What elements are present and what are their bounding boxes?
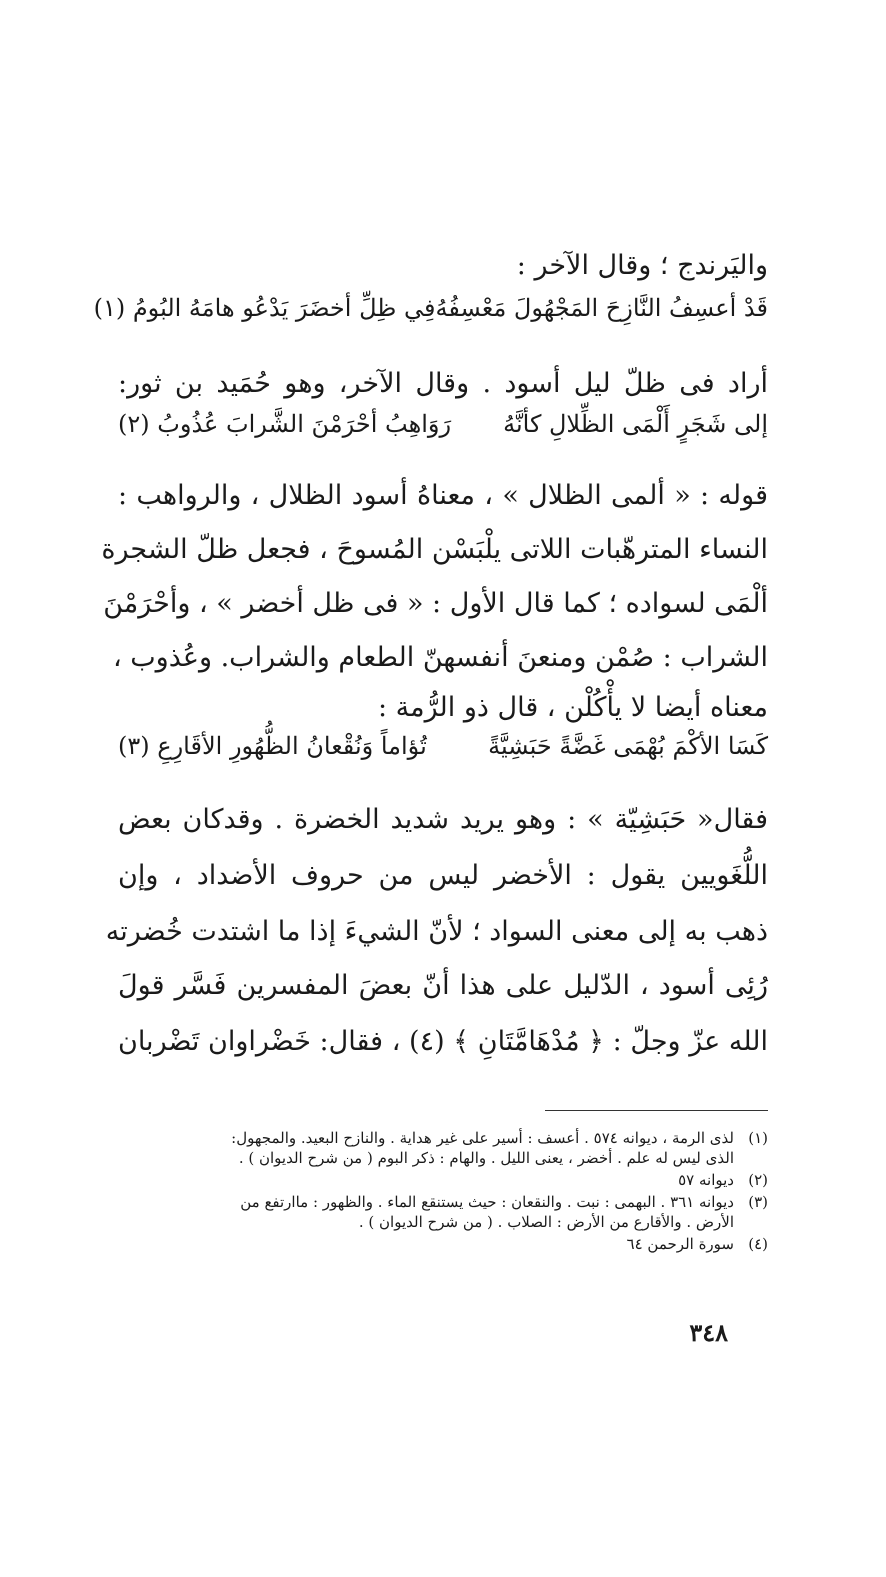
text-line: اللُّغَويين يقول : الأخضر ليس من حروف الأضداد ، وإن	[118, 860, 768, 891]
text-line: الله عزّ وجلّ : ﴿ مُدْهَامَّتَانِ ﴾ (٤) ، فقال: خَضْراوان تَضْربان	[118, 1026, 768, 1057]
text-line: معناه أيضا لا يأْكُلْن ، قال ذو الرُّمة :	[378, 692, 768, 723]
footnote	[108, 1128, 768, 1148]
text-line: أراد فى ظلّ ليل أسود . وقال الآخر، وهو حُمَيد بن ثور:	[118, 368, 768, 399]
footnote-number: (١)	[748, 1129, 768, 1147]
footnote	[108, 1234, 768, 1254]
footnote-number: (٤)	[748, 1235, 768, 1253]
verse-hemistich-first: كَسَا الأكْمَ بُهْمَى غَضَّةً حَبَشِيَّةً	[488, 732, 768, 760]
text-line: رُئِى أسود ، الدّليل على هذا أنّ بعضَ المفسرين فَسَّر قولَ	[118, 970, 768, 1001]
text-line: ألْمَى لسواده ؛ كما قال الأول : « فى ظل أخضر » ، وأحْرَمْنَ	[103, 588, 768, 619]
verse-hemistich-second: فِي ظِلِّ أخضَرَ يَدْعُو هامَهُ البُومُ (١)	[93, 294, 436, 322]
verse-hemistich-second: رَوَاهِبُ أحْرَمْنَ الشَّرابَ عُذُوبُ (٢)	[118, 410, 452, 438]
page-number: ٣٤٨	[689, 1318, 728, 1347]
footnote	[108, 1192, 768, 1212]
footnote-text: ديوانه ٣٦١ . البهمى : نبت . والنقعان : حيث يستنقع الماء . والظهور : ماارتفع من	[240, 1193, 734, 1211]
footnote-text: ديوانه ٥٧	[678, 1171, 734, 1189]
footnote-separator	[545, 1110, 768, 1111]
verse-hemistich-first: قَدْ أعسِفُ النَّازِحَ المَجْهُولَ مَعْسِفُهُ	[435, 294, 768, 322]
verse-line	[118, 406, 768, 442]
footnote-number: (٣)	[748, 1193, 768, 1211]
text-line: الشراب : صُمْن ومنعنَ أنفسهنّ الطعام والشراب. وعُذوب ،	[112, 642, 768, 673]
verse-hemistich-second: تُؤاماً وَنُقْعانُ الظُّهُورِ الأقَارِعِ (٣)	[118, 732, 427, 760]
footnote-text: لذى الرمة ، ديوانه ٥٧٤ . أعسف : أسير على غير هداية . والنازح البعيد. والمجهول:	[231, 1129, 734, 1147]
footnote-number: (٢)	[748, 1171, 768, 1189]
verse-line	[93, 290, 768, 326]
verse-line	[118, 728, 768, 764]
text-line: واليَرندج ؛ وقال الآخر :	[516, 250, 768, 281]
footnote-continuation: الأرض . والأقارع من الأرض : الصلاب . ( من شرح الديوان ) .	[358, 1213, 734, 1231]
text-line: ذهب به إلى معنى السواد ؛ لأنّ الشيءَ إذا ما اشتدت خُضرته	[105, 916, 768, 947]
footnote-continuation: الذى ليس له علم . أخضر ، يعنى الليل . والهام : ذكر البوم ( من شرح الديوان ) .	[238, 1149, 734, 1167]
text-line: قوله : « ألمى الظلال » ، معناهُ أسود الظلال ، والرواهب :	[118, 480, 768, 511]
text-line: فقال« حَبَشِيّة » : وهو يريد شديد الخضرة . وقدكان بعض	[118, 804, 768, 835]
footnote-text: سورة الرحمن ٦٤	[626, 1235, 734, 1253]
verse-hemistich-first: إلى شَجَرٍ أَلْمَى الظِّلالِ كأنَّهُ	[503, 410, 768, 438]
footnote	[108, 1170, 768, 1190]
text-line: النساء المترهّبات اللاتى يلْبَسْن المُسوحَ ، فجعل ظلّ الشجرة	[101, 534, 768, 565]
